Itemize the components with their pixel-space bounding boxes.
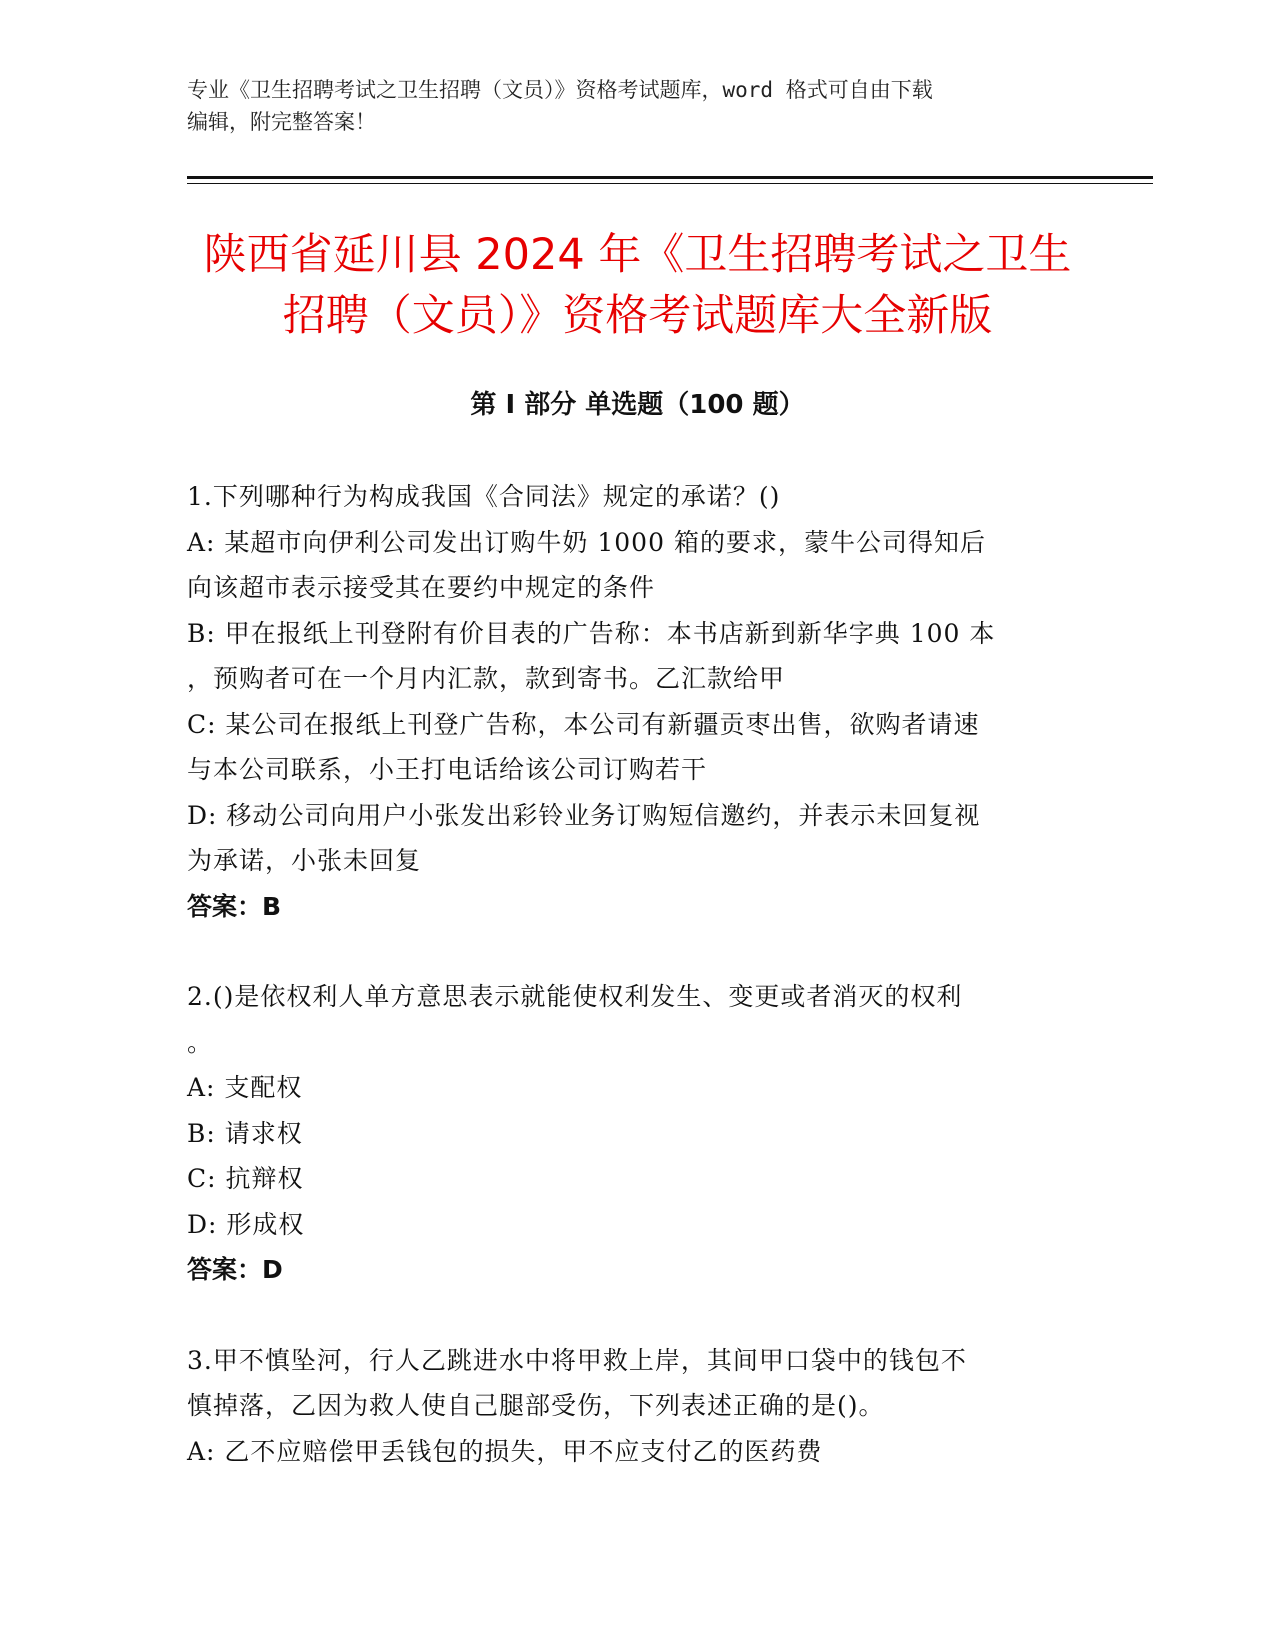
question-list <box>187 474 1067 1474</box>
question-1 <box>187 474 1067 929</box>
document-title <box>150 225 1125 347</box>
header-note-line: 编辑，附完整答案！ <box>187 110 376 134</box>
question-stem-continued: 慎掉落，乙因为救人使自己腿部受伤，下列表述正确的是()。 <box>187 1391 885 1420</box>
spacer <box>187 1293 1067 1338</box>
header-rule-thin <box>187 183 1153 184</box>
option-a: A: 某超市向伊利公司发出订购牛奶 1000 箱的要求，蒙牛公司得知后 <box>187 527 986 557</box>
option-c: C: 抗辩权 <box>187 1164 304 1193</box>
option-d-continued: 为承诺，小张未回复 <box>187 846 422 875</box>
question-3 <box>187 1338 1067 1475</box>
option-d: D: 形成权 <box>187 1209 305 1239</box>
header-note-line: 专业《卫生招聘考试之卫生招聘（文员）》资格考试题库，word 格式可自由下载 <box>187 78 933 102</box>
question-stem: 3.甲不慎坠河，行人乙跳进水中将甲救上岸，其间甲口袋中的钱包不 <box>187 1345 967 1375</box>
question-stem: 1.下列哪种行为构成我国《合同法》规定的承诺？() <box>187 482 781 511</box>
header-rule-thick <box>187 176 1153 179</box>
option-c: C: 某公司在报纸上刊登广告称，本公司有新疆贡枣出售，欲购者请速 <box>187 709 980 739</box>
question-2 <box>187 974 1067 1293</box>
option-d: D: 移动公司向用户小张发出彩铃业务订购短信邀约，并表示未回复视 <box>187 800 981 830</box>
option-b: B: 请求权 <box>187 1118 303 1148</box>
answer: 答案：B <box>187 891 282 921</box>
title-line: 招聘（文员）》资格考试题库大全新版 <box>282 291 993 341</box>
option-c-continued: 与本公司联系，小王打电话给该公司订购若干 <box>187 755 708 784</box>
title-line: 陕西省延川县 2024 年《卫生招聘考试之卫生 <box>203 230 1072 280</box>
option-b: B: 甲在报纸上刊登附有价目表的广告称：本书店新到新华字典 100 本 <box>187 618 996 648</box>
option-a-continued: 向该超市表示接受其在要约中规定的条件 <box>187 573 656 602</box>
option-a: A: 支配权 <box>187 1073 303 1102</box>
option-b-continued: ，预购者可在一个月内汇款，款到寄书。乙汇款给甲 <box>187 664 786 693</box>
question-stem-continued: 。 <box>187 1027 214 1057</box>
spacer <box>187 929 1067 974</box>
section-heading: 第 I 部分 单选题（100 题） <box>470 390 805 420</box>
header-note <box>187 74 1067 138</box>
question-stem: 2.()是依权利人单方意思表示就能使权利发生、变更或者消灭的权利 <box>187 982 963 1011</box>
answer: 答案：D <box>187 1255 283 1284</box>
option-a: A: 乙不应赔偿甲丢钱包的损失，甲不应支付乙的医药费 <box>187 1436 823 1466</box>
